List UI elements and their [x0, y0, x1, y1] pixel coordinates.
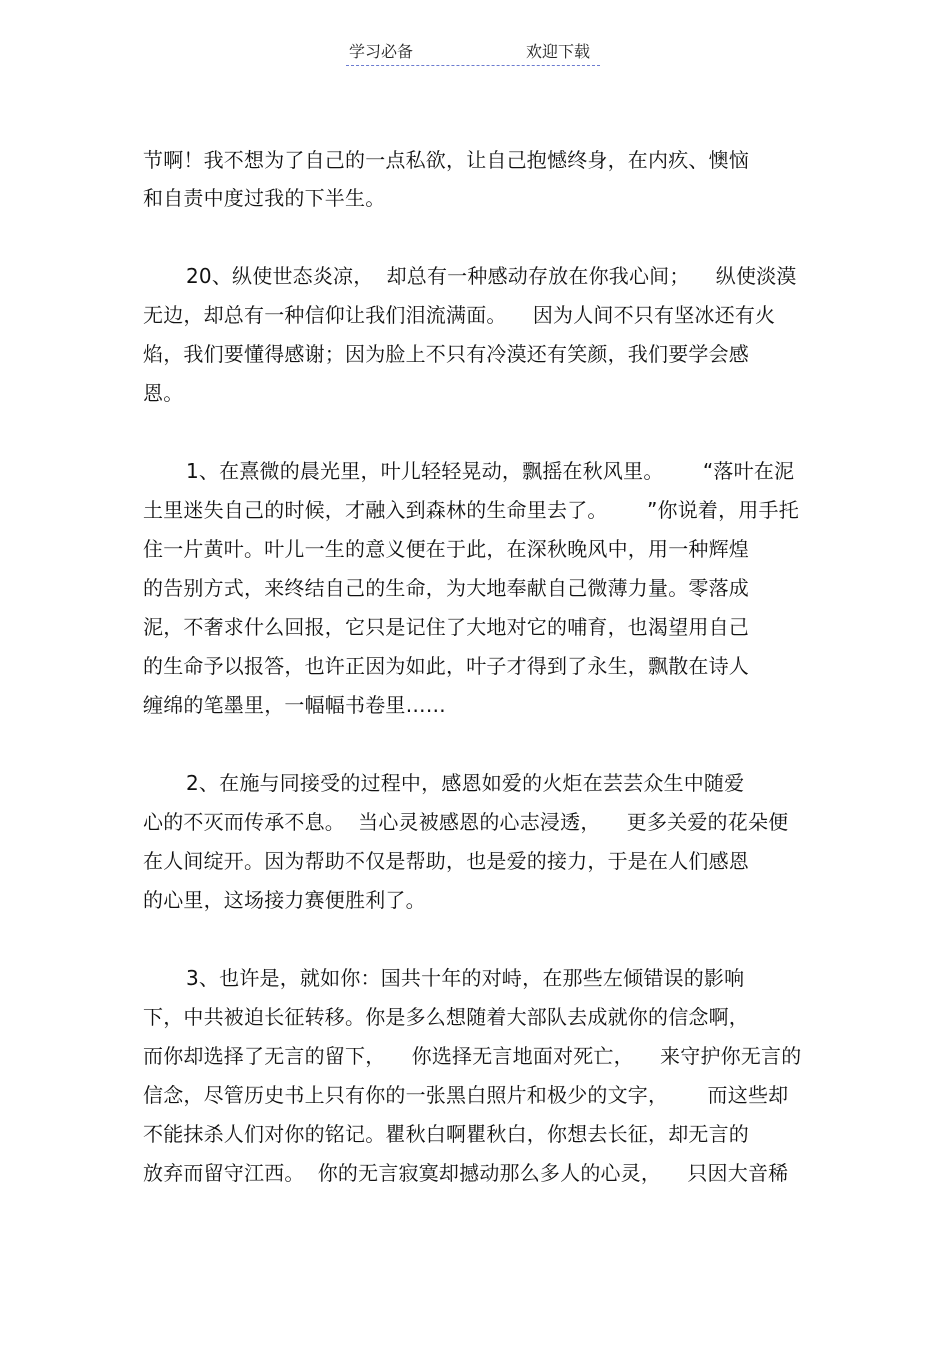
- header-right-text: 欢迎下载: [526, 42, 591, 61]
- text-line: 而你却选择了无言的留下， 你选择无言地面对死亡， 来守护你无言的: [143, 1044, 802, 1068]
- text-line: 不能抹杀人们对你的铭记。瞿秋白啊瞿秋白，你想去长征，却无言的: [143, 1122, 749, 1146]
- text-line: 节啊！我不想为了自己的一点私欲，让自己抱憾终身，在内疚、懊恼: [143, 148, 749, 172]
- text-line: 放弃而留守江西。 你的无言寂寞却撼动那么多人的心灵， 只因大音稀: [143, 1161, 789, 1185]
- paragraph-1-line: 1、在熹微的晨光里，叶儿轻轻晃动，飘摇在秋风里。 “落叶在泥: [186, 459, 795, 483]
- text-line: 的告别方式，来终结自己的生命，为大地奉献自己微薄力量。零落成: [143, 576, 749, 600]
- paragraph-3-line: 3、也许是，就如你：国共十年的对峙，在那些左倾错误的影响: [186, 966, 745, 990]
- text-line: 的生命予以报答，也许正因为如此，叶子才得到了永生，飘散在诗人: [143, 654, 749, 678]
- header-left-text: 学习必备: [349, 42, 414, 61]
- text-line: 恩。: [143, 381, 184, 405]
- text-line: 心的不灭而传承不息。 当心灵被感恩的心志浸透， 更多关爱的花朵便: [143, 810, 789, 834]
- text-line: 泥，不奢求什么回报，它只是记住了大地对它的哺育，也渴望用自己: [143, 615, 749, 639]
- text-line: 缠绵的笔墨里，一幅幅书卷里……: [143, 693, 446, 717]
- text-line: 的心里，这场接力赛便胜利了。: [143, 888, 426, 912]
- text-line: 无边，却总有一种信仰让我们泪流满面。 因为人间不只有坚冰还有火: [143, 303, 776, 327]
- text-line: 在人间绽开。因为帮助不仅是帮助，也是爱的接力，于是在人们感恩: [143, 849, 749, 873]
- text-line: 住一片黄叶。叶儿一生的意义便在于此，在深秋晚风中，用一种辉煌: [143, 537, 749, 561]
- text-line: 和自责中度过我的下半生。: [143, 186, 386, 210]
- header-underline: [346, 65, 600, 66]
- paragraph-20-line: 20、纵使世态炎凉， 却总有一种感动存放在你我心间； 纵使淡漠: [186, 264, 797, 288]
- paragraph-2-line: 2、在施与同接受的过程中，感恩如爱的火炬在芸芸众生中随爱: [186, 771, 745, 795]
- text-line: 土里迷失自己的时候，才融入到森林的生命里去了。 ”你说着，用手托: [143, 498, 799, 522]
- text-line: 焰，我们要懂得感谢；因为脸上不只有冷漠还有笑颜，我们要学会感: [143, 342, 749, 366]
- text-line: 下，中共被迫长征转移。你是多么想随着大部队去成就你的信念啊，: [143, 1005, 749, 1029]
- text-line: 信念，尽管历史书上只有你的一张黑白照片和极少的文字， 而这些却: [143, 1083, 789, 1107]
- page-header: [346, 40, 600, 66]
